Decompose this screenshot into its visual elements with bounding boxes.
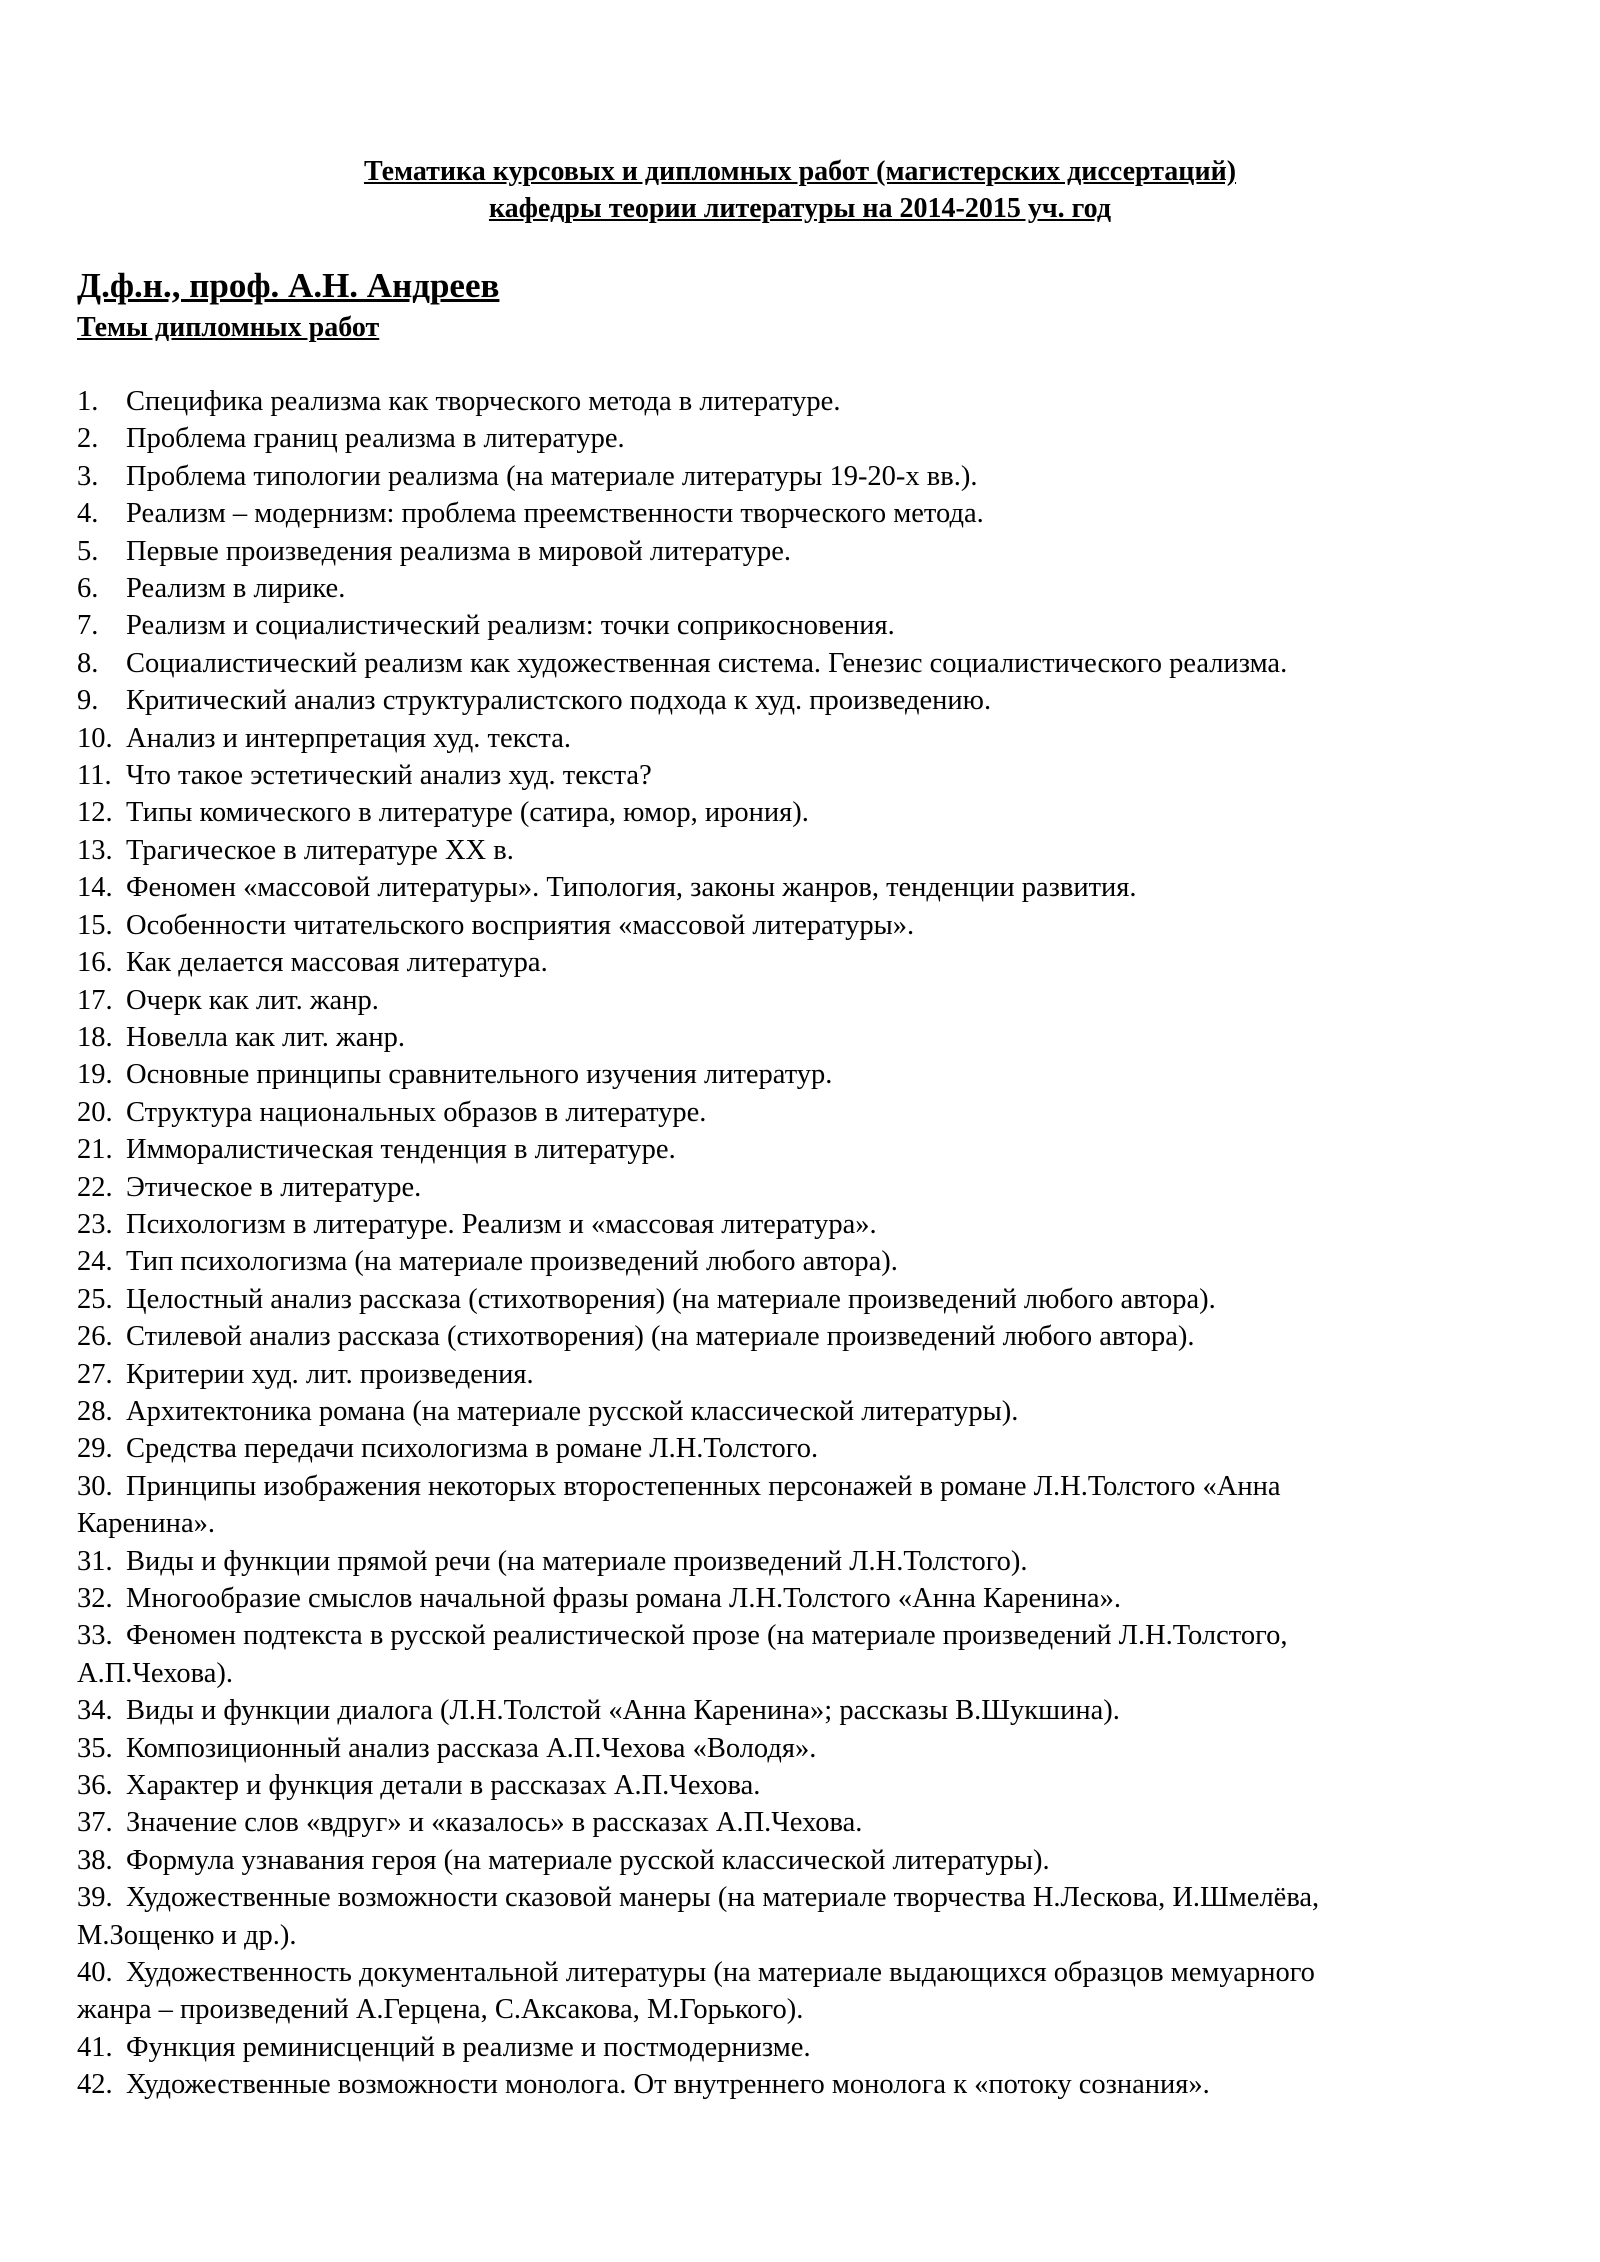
list-item-number: 41.: [77, 2031, 113, 2063]
list-item-text: Проблема типологии реализма (на материале литературы 19-20-х вв.).: [126, 460, 978, 492]
list-item-number: 30.: [77, 1470, 113, 1502]
list-item: [77, 533, 1517, 570]
list-item-text: Новелла как лит. жанр.: [126, 1021, 406, 1053]
list-item: [77, 1430, 1517, 1467]
list-item: [77, 1356, 1517, 1393]
list-item-number: 39.: [77, 1882, 113, 1914]
list-item-number: 16.: [77, 947, 113, 979]
list-item-number: 21.: [77, 1134, 113, 1166]
list-item-text: Художественность документальной литературы (на материале выдающихся образцов мемуарного: [126, 1957, 1315, 1989]
list-item-number: 28.: [77, 1395, 113, 1427]
list-item-text: Архитектоника романа (на материале русской классической литературы).: [126, 1395, 1019, 1427]
list-item: [77, 2066, 1517, 2103]
list-item: [77, 794, 1517, 831]
list-item: [77, 607, 1517, 644]
list-item-text: Трагическое в литературе XX в.: [126, 834, 514, 866]
list-item: [77, 1543, 1517, 1580]
list-item-number: 13.: [77, 834, 113, 866]
list-item-number: 42.: [77, 2069, 113, 2101]
list-item-text: Что такое эстетический анализ худ. текста?: [126, 760, 652, 792]
list-item: [77, 1393, 1517, 1430]
list-item: [77, 1131, 1517, 1168]
list-item: [77, 1954, 1517, 2029]
list-item-number: 37.: [77, 1807, 113, 1839]
list-item-text-continuation: М.Зощенко и др.).: [77, 1919, 297, 1951]
list-item-text: Как делается массовая литература.: [126, 947, 548, 979]
list-item-number: 23.: [77, 1208, 113, 1240]
list-item-number: 32.: [77, 1583, 113, 1614]
list-item: [77, 570, 1517, 607]
list-item-text: Реализм – модернизм: проблема преемственности творческого метода.: [126, 498, 984, 530]
list-item-text: Феномен «массовой литературы». Типология, законы жанров, тенденции развития.: [126, 872, 1137, 904]
document-title-line-1: Тематика курсовых и дипломных работ (магистерских диссертаций): [363, 156, 1237, 187]
list-item-number: 15.: [77, 909, 113, 941]
document-title-line-2: кафедры теории литературы на 2014-2015 уч. год: [488, 193, 1112, 224]
list-item-number: 10.: [77, 722, 113, 754]
list-item: [77, 1094, 1517, 1131]
list-item-text: Проблема границ реализма в литературе.: [126, 423, 625, 455]
list-item-text: Формула узнавания героя (на материале русской классической литературы).: [126, 1844, 1050, 1876]
list-item-text: Функция реминисценций в реализме и постмодернизме.: [126, 2031, 811, 2063]
list-item: [77, 944, 1517, 981]
list-item: [77, 682, 1517, 719]
list-item-number: 4.: [77, 498, 99, 530]
list-item: [77, 420, 1517, 457]
list-item: [77, 869, 1517, 906]
list-item-number: 31.: [77, 1545, 113, 1577]
list-item-number: 34.: [77, 1695, 113, 1727]
list-item-text: Реализм и социалистический реализм: точки соприкосновения.: [126, 610, 895, 642]
list-item: [77, 720, 1517, 757]
list-item-text: Средства передачи психологизма в романе Л.Н.Толстого.: [126, 1433, 819, 1465]
list-item-number: 2.: [77, 423, 99, 455]
list-item-number: 36.: [77, 1770, 113, 1802]
list-item-text: Анализ и интерпретация худ. текста.: [126, 722, 572, 754]
list-item-number: 12.: [77, 797, 113, 829]
list-item-number: 6.: [77, 573, 99, 605]
list-item-number: 20.: [77, 1096, 113, 1128]
list-item-text: Виды и функции диалога (Л.Н.Толстой «Анна Каренина»; рассказы В.Шукшина).: [126, 1695, 1120, 1727]
list-item: [77, 1243, 1517, 1280]
list-item: [77, 1580, 1517, 1617]
list-item-number: 18.: [77, 1021, 113, 1053]
list-item: [77, 645, 1517, 682]
list-item-number: 35.: [77, 1732, 113, 1764]
list-item: [77, 1692, 1517, 1729]
list-item: [77, 458, 1517, 495]
list-item-number: 22.: [77, 1171, 113, 1203]
list-item-number: 33.: [77, 1620, 113, 1652]
list-item-number: 17.: [77, 984, 113, 1016]
list-item-number: 25.: [77, 1283, 113, 1315]
document-title: [0, 153, 1600, 227]
list-item: [77, 1730, 1517, 1767]
list-item-number: 11.: [77, 760, 112, 792]
list-item: [77, 907, 1517, 944]
list-item: [77, 1318, 1517, 1355]
list-item-number: 26.: [77, 1321, 113, 1353]
list-item-number: 29.: [77, 1433, 113, 1465]
list-item: [77, 1617, 1517, 1692]
list-item-text: Критерии худ. лит. произведения.: [126, 1358, 534, 1390]
list-item-text: Имморалистическая тенденция в литературе.: [126, 1134, 676, 1166]
author-heading: Д.ф.н., проф. А.Н. Андреев: [77, 266, 500, 305]
list-item-text: Стилевой анализ рассказа (стихотворения) (на материале произведений любого автора).: [126, 1321, 1195, 1353]
list-item: [77, 982, 1517, 1019]
list-item-number: 1.: [77, 386, 99, 417]
list-item-text-continuation: А.П.Чехова).: [77, 1657, 233, 1689]
list-item-text: Основные принципы сравнительного изучения литератур.: [126, 1059, 833, 1091]
list-item-text: Психологизм в литературе. Реализм и «массовая литература».: [126, 1208, 877, 1240]
list-item-text: Композиционный анализ рассказа А.П.Чехова «Володя».: [126, 1732, 817, 1764]
list-item-number: 38.: [77, 1844, 113, 1876]
list-item: [77, 1281, 1517, 1318]
list-item-number: 8.: [77, 647, 99, 679]
list-item-text: Реализм в лирике.: [126, 573, 346, 605]
list-item-text: Значение слов «вдруг» и «казалось» в рассказах А.П.Чехова.: [126, 1807, 863, 1839]
list-item: [77, 832, 1517, 869]
list-item: [77, 1842, 1517, 1879]
list-item: [77, 1206, 1517, 1243]
list-item-text: Типы комического в литературе (сатира, юмор, ирония).: [126, 797, 809, 829]
list-item-text: Тип психологизма (на материале произведений любого автора).: [126, 1246, 898, 1278]
list-item-text: Феномен подтекста в русской реалистической прозе (на материале произведений Л.Н.Толстого,: [126, 1620, 1288, 1652]
list-item-text: Художественные возможности сказовой манеры (на материале творчества Н.Лескова, И.Шмелёва,: [126, 1882, 1320, 1914]
list-item: [77, 1879, 1517, 1954]
list-item-text: Очерк как лит. жанр.: [126, 984, 379, 1016]
list-item-text: Многообразие смыслов начальной фразы романа Л.Н.Толстого «Анна Каренина».: [126, 1583, 1121, 1614]
list-item-text: Критический анализ структуралистского подхода к худ. произведению.: [126, 685, 992, 717]
list-item-text: Этическое в литературе.: [126, 1171, 422, 1203]
list-item-text: Первые произведения реализма в мировой литературе.: [126, 535, 792, 567]
list-item-number: 19.: [77, 1059, 113, 1091]
list-item-text: Художественные возможности монолога. От внутреннего монолога к «потоку сознания».: [126, 2069, 1210, 2101]
list-item-number: 40.: [77, 1957, 113, 1989]
list-item-number: 24.: [77, 1246, 113, 1278]
list-item-text: Виды и функции прямой речи (на материале произведений Л.Н.Толстого).: [126, 1545, 1028, 1577]
list-item-text: Структура национальных образов в литературе.: [126, 1096, 707, 1128]
list-item-text: Особенности читательского восприятия «массовой литературы».: [126, 909, 915, 941]
list-item-text: Принципы изображения некоторых второстепенных персонажей в романе Л.Н.Толстого «Анна: [126, 1470, 1281, 1502]
list-item-number: 27.: [77, 1358, 113, 1390]
list-item-text: Специфика реализма как творческого метода в литературе.: [126, 386, 841, 417]
list-item: [77, 1169, 1517, 1206]
list-item: [77, 495, 1517, 532]
list-item-text: Социалистический реализм как художественная система. Генезис социалистического реализма.: [126, 647, 1288, 679]
list-item: [77, 1767, 1517, 1804]
list-item: [77, 1804, 1517, 1841]
list-item-number: 3.: [77, 460, 99, 492]
list-item-number: 7.: [77, 610, 99, 642]
list-item-number: 9.: [77, 685, 99, 717]
list-item: [77, 1056, 1517, 1093]
list-item: [77, 383, 1517, 420]
list-item-text: Характер и функция детали в рассказах А.П.Чехова.: [126, 1770, 761, 1802]
list-item: [77, 1019, 1517, 1056]
section-heading: Темы дипломных работ: [77, 312, 380, 343]
list-item: [77, 2029, 1517, 2066]
list-item-text: Целостный анализ рассказа (стихотворения) (на материале произведений любого автора).: [126, 1283, 1216, 1315]
list-item-text-continuation: жанра – произведений А.Герцена, С.Аксакова, М.Горького).: [77, 1994, 804, 2026]
list-item-number: 14.: [77, 872, 113, 904]
topics-list: [77, 383, 1517, 2104]
list-item: [77, 1468, 1517, 1543]
list-item: [77, 757, 1517, 794]
list-item-number: 5.: [77, 535, 99, 567]
list-item-text-continuation: Каренина».: [77, 1508, 215, 1540]
